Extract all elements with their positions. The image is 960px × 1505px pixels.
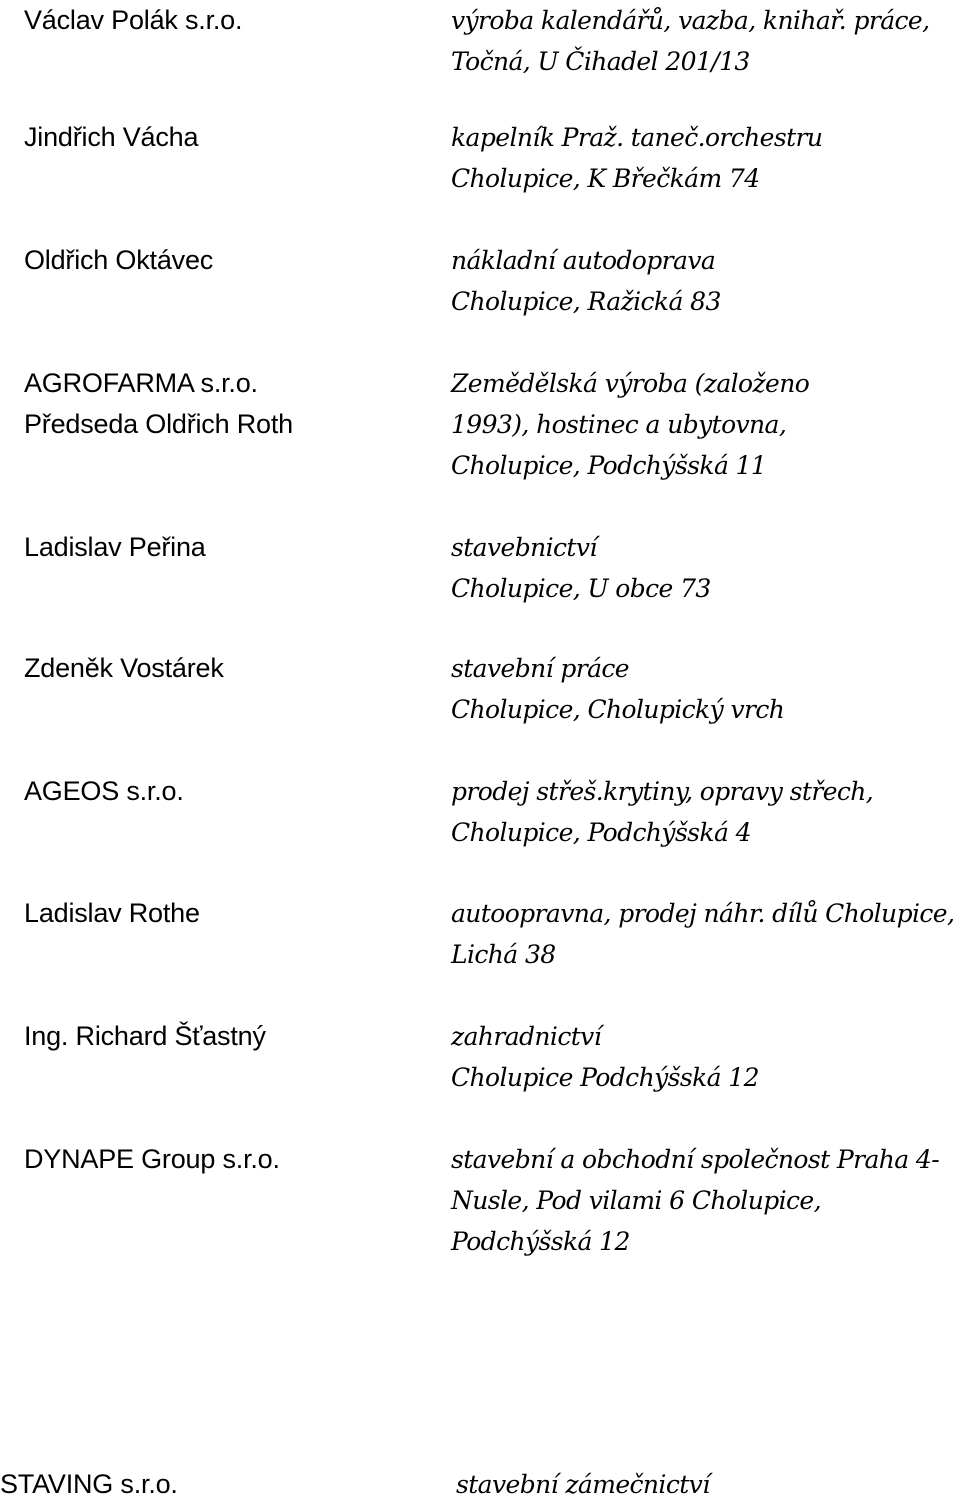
company-name: Oldřich Oktávec <box>24 245 214 275</box>
company-name: AGEOS s.r.o. <box>24 776 184 806</box>
company-name: DYNAPE Group s.r.o. <box>24 1144 280 1174</box>
company-name: Ladislav Peřina <box>24 532 206 562</box>
company-description: stavební zámečnictví <box>456 1470 710 1499</box>
company-description: stavební a obchodní společnost Praha 4- Nusle, Pod vilami 6 Cholupice, Podchýšská 12 <box>451 1145 940 1256</box>
company-name: Zdeněk Vostárek <box>24 653 224 683</box>
company-description: zahradnictví Cholupice Podchýšská 12 <box>451 1022 759 1092</box>
company-description: nákladní autodoprava Cholupice, Ražická 83 <box>451 246 721 316</box>
company-description: Zemědělská výroba (založeno 1993), hostinec a ubytovna, Cholupice, Podchýšská 11 <box>451 369 810 480</box>
company-name: Ing. Richard Šťastný <box>24 1021 266 1051</box>
company-description: prodej střeš.krytiny, opravy střech, Cholupice, Podchýšská 4 <box>451 777 874 847</box>
company-description: autoopravna, prodej náhr. dílů Cholupice, Lichá 38 <box>451 899 955 969</box>
company-description: stavebnictví Cholupice, U obce 73 <box>451 533 711 603</box>
company-name: AGROFARMA s.r.o. Předseda Oldřich Roth <box>24 368 293 439</box>
company-name: STAVING s.r.o. <box>0 1469 178 1499</box>
company-description: stavební práce Cholupice, Cholupický vrch <box>451 654 785 724</box>
company-name: Jindřich Vácha <box>24 122 199 152</box>
company-description: kapelník Praž. taneč.orchestru Cholupice, K Břečkám 74 <box>451 123 823 193</box>
company-name: Václav Polák s.r.o. <box>24 5 243 35</box>
company-name: Ladislav Rothe <box>24 898 200 928</box>
company-description: výroba kalendářů, vazba, knihař. práce, Točná, U Čihadel 201/13 <box>451 6 930 76</box>
